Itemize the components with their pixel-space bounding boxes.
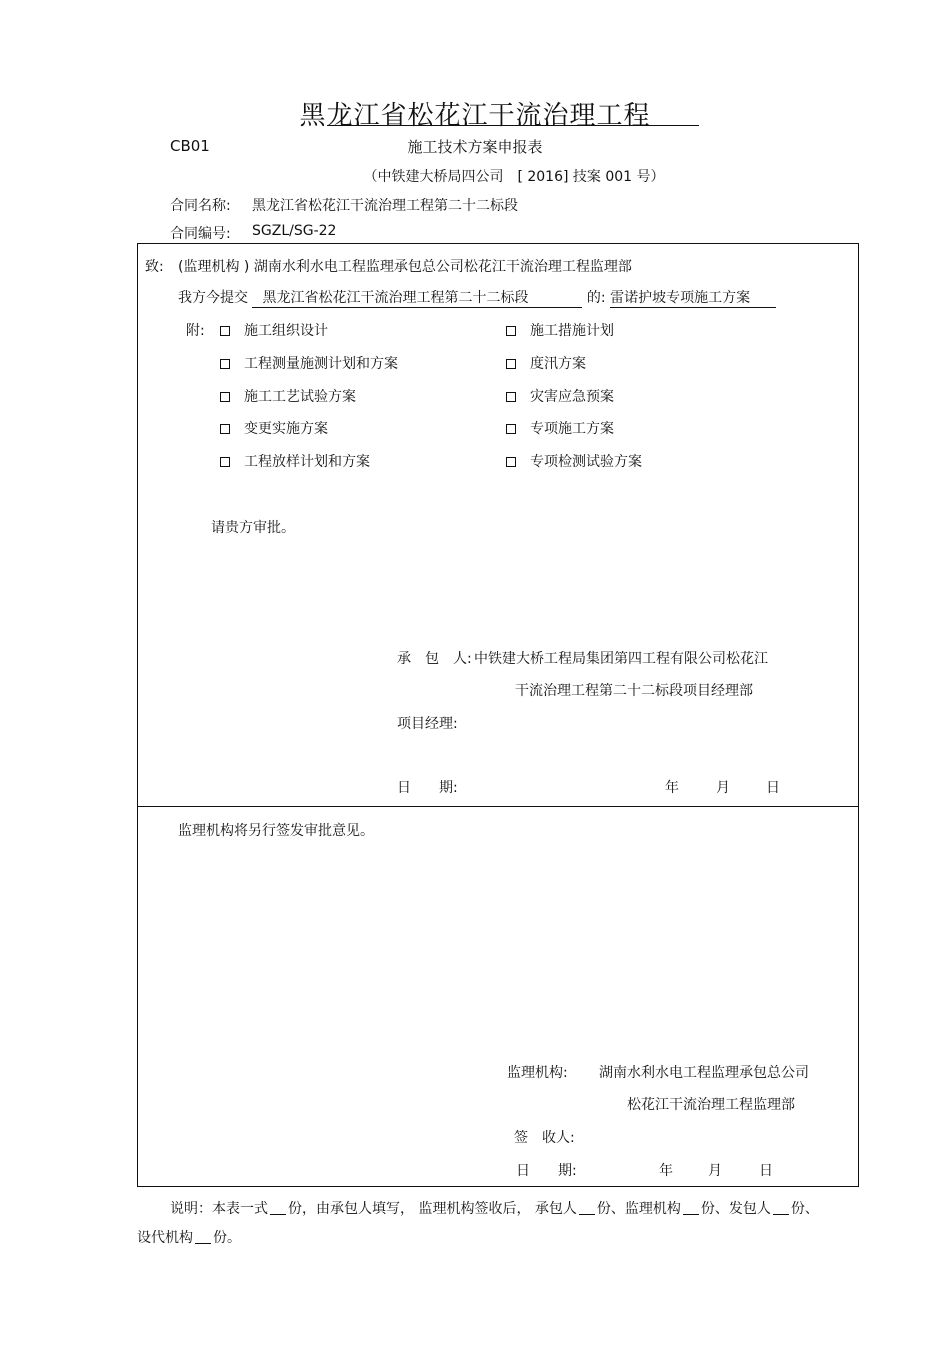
date-label: 日 期: [397,780,458,796]
date-month: 月 [716,780,730,796]
form-table [137,243,859,1187]
section-divider [138,806,858,807]
attachment-left-3[interactable]: 变更实施方案 [220,418,328,438]
checkbox-icon[interactable] [506,326,516,336]
blank-field [195,1231,211,1244]
supervision-org-label: 监理机构: [507,1065,568,1081]
contract-no-value: SGZL/SG-22 [252,223,337,239]
submit-mid: 的: [586,290,606,306]
form-code: CB01 [170,137,210,155]
blank-field [683,1202,699,1215]
project-manager-label: 项目经理: [397,716,458,732]
attachment-right-3[interactable]: 专项施工方案 [506,418,614,438]
form-name: 施工技术方案申报表 [407,138,543,156]
document-number: （中铁建大桥局四公司 [ 2016] 技案 001 号） [363,169,665,185]
supervision-date-month: 月 [708,1163,722,1179]
footer-note-line1: 说明：本表一式 份，由承包人填写， 监理机构签收后， 承包人 份、监理机构 份、发包人 份、 [170,1201,819,1217]
supervision-org-line1: 湖南水利水电工程监理承包总公司 [599,1065,809,1081]
supervision-org-line2: 松花江干流治理工程监理部 [627,1097,795,1113]
checkbox-icon[interactable] [506,457,516,467]
supervision-date-year: 年 [659,1163,673,1179]
attachment-right-4[interactable]: 专项检测试验方案 [506,451,642,471]
contract-no-label: 合同编号: [170,226,231,242]
date-day: 日 [766,780,780,796]
to-value: (监理机构 ) 湖南水利水电工程监理承包总公司松花江干流治理工程监理部 [178,259,632,275]
contract-name-value: 黑龙江省松花江干流治理工程第二十二标段 [252,198,518,214]
contractor-label: 承 包 人: [397,651,472,667]
to-label: 致: [145,259,164,275]
checkbox-icon[interactable] [220,392,230,402]
contractor-line2: 干流治理工程第二十二标段项目经理部 [515,683,753,699]
footer-note-line2: 设代机构 份。 [137,1230,241,1246]
submit-item: 雷诺护坡专项施工方案 [610,287,776,308]
checkbox-icon[interactable] [506,424,516,434]
checkbox-icon[interactable] [506,392,516,402]
date-year: 年 [665,780,679,796]
supervision-note: 监理机构将另行签发审批意见。 [178,823,374,839]
request-text: 请贵方审批。 [211,520,295,536]
checkbox-icon[interactable] [220,457,230,467]
attachment-left-0[interactable]: 施工组织设计 [220,320,328,340]
attachment-right-0[interactable]: 施工措施计划 [506,320,614,340]
submit-prefix: 我方今提交 [178,290,248,306]
contractor-line1: 中铁建大桥工程局集团第四工程有限公司松花江 [474,651,768,667]
attachment-left-2[interactable]: 施工工艺试验方案 [220,386,356,406]
contract-name-label: 合同名称: [170,198,231,214]
submit-row [178,287,776,308]
document-title: 黑龙江省松花江干流治理工程 [299,101,651,131]
receiver-label: 签 收人: [514,1130,575,1146]
checkbox-icon[interactable] [220,424,230,434]
supervision-date-day: 日 [759,1163,773,1179]
checkbox-icon[interactable] [506,359,516,369]
blank-field [270,1202,286,1215]
submit-project: 黑龙江省松花江干流治理工程第二十二标段 [252,287,582,308]
blank-field [579,1202,595,1215]
attachment-left-1[interactable]: 工程测量施测计划和方案 [220,353,398,373]
checkbox-icon[interactable] [220,359,230,369]
title-underline [327,125,699,126]
supervision-date-label: 日 期: [516,1163,577,1179]
attachment-right-2[interactable]: 灾害应急预案 [506,386,614,406]
attachment-right-1[interactable]: 度汛方案 [506,353,586,373]
checkbox-icon[interactable] [220,326,230,336]
attachment-left-4[interactable]: 工程放样计划和方案 [220,451,370,471]
attach-label: 附: [186,323,205,339]
blank-field [773,1202,789,1215]
